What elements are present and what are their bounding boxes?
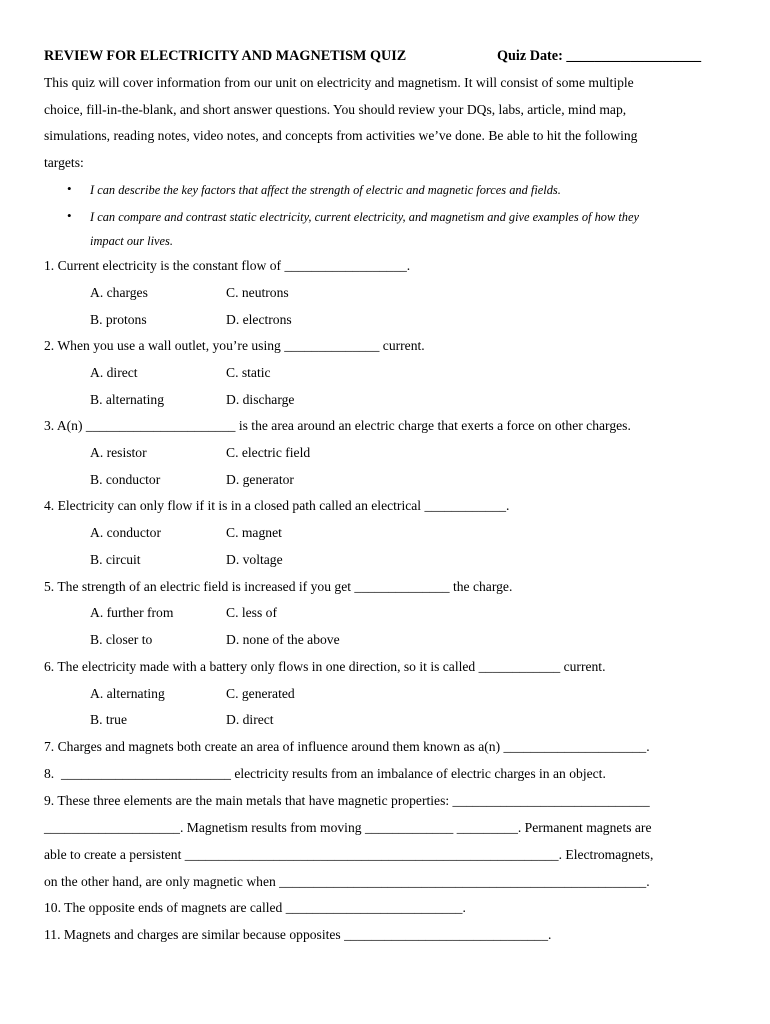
option-5c: C. less of	[226, 605, 277, 620]
option-6a: A. alternating	[90, 686, 165, 701]
target-2-line-1: I can compare and contrast static electricity, current electricity, and magnetism and give examples of how they	[90, 210, 639, 224]
option-6c: C. generated	[226, 686, 295, 701]
question-1: 1. Current electricity is the constant flow of __________________.	[44, 258, 411, 273]
target-1: I can describe the key factors that affect the strength of electric and magnetic forces and fields.	[90, 183, 561, 197]
option-5b: B. closer to	[90, 632, 153, 647]
question-3: 3. A(n) ______________________ is the area around an electric charge that exerts a force on other charges.	[44, 418, 631, 433]
option-6d: D. direct	[226, 712, 274, 727]
question-2: 2. When you use a wall outlet, you’re using ______________ current.	[44, 338, 425, 353]
quiz-date-field: Quiz Date: ___________________	[497, 48, 702, 64]
option-1a: A. charges	[90, 285, 148, 300]
option-4a: A. conductor	[90, 525, 161, 540]
option-2b: B. alternating	[90, 392, 164, 407]
page-title: REVIEW FOR ELECTRICITY AND MAGNETISM QUIZ	[44, 48, 407, 64]
option-3a: A. resistor	[90, 445, 147, 460]
option-5d: D. none of the above	[226, 632, 340, 647]
question-9-line-2: ____________________. Magnetism results from moving _____________ _________. Permanent magnets are	[44, 820, 652, 835]
bullet-icon: •	[67, 208, 72, 223]
option-1b: B. protons	[90, 312, 147, 327]
question-9-line-3: able to create a persistent _______________________________________________________. Electromagnets,	[44, 847, 654, 862]
option-5a: A. further from	[90, 605, 174, 620]
option-2a: A. direct	[90, 365, 138, 380]
option-3d: D. generator	[226, 472, 294, 487]
option-2c: C. static	[226, 365, 271, 380]
option-2d: D. discharge	[226, 392, 295, 407]
question-10: 10. The opposite ends of magnets are called __________________________.	[44, 900, 466, 915]
option-4d: D. voltage	[226, 552, 283, 567]
question-8: 8. _________________________ electricity results from an imbalance of electric charges in an object.	[44, 766, 606, 781]
option-3c: C. electric field	[226, 445, 311, 460]
question-4: 4. Electricity can only flow if it is in a closed path called an electrical ____________.	[44, 498, 510, 513]
intro-line-1: This quiz will cover information from our unit on electricity and magnetism. It will consist of some multiple	[44, 75, 634, 90]
intro-line-4: targets:	[44, 155, 84, 170]
option-1d: D. electrons	[226, 312, 292, 327]
option-3b: B. conductor	[90, 472, 161, 487]
question-9-line-1: 9. These three elements are the main metals that have magnetic properties: _____________________________	[44, 793, 650, 808]
intro-line-3: simulations, reading notes, video notes, and concepts from activities we’ve done. Be able to hit the following	[44, 128, 638, 143]
bullet-icon: •	[67, 181, 72, 196]
option-4c: C. magnet	[226, 525, 282, 540]
option-1c: C. neutrons	[226, 285, 289, 300]
target-2-line-2: impact our lives.	[90, 234, 173, 248]
intro-line-2: choice, fill-in-the-blank, and short answer questions. You should review your DQs, labs, article, mind map,	[44, 102, 627, 117]
question-9-line-4: on the other hand, are only magnetic when ______________________________________________________.	[44, 874, 650, 889]
question-11: 11. Magnets and charges are similar because opposites ______________________________.	[44, 927, 552, 942]
question-5: 5. The strength of an electric field is increased if you get ______________ the charge.	[44, 579, 513, 594]
question-7: 7. Charges and magnets both create an area of influence around them known as a(n) _____________________.	[44, 739, 650, 754]
option-4b: B. circuit	[90, 552, 141, 567]
question-6: 6. The electricity made with a battery only flows in one direction, so it is called ____________ current.	[44, 659, 606, 674]
option-6b: B. true	[90, 712, 127, 727]
